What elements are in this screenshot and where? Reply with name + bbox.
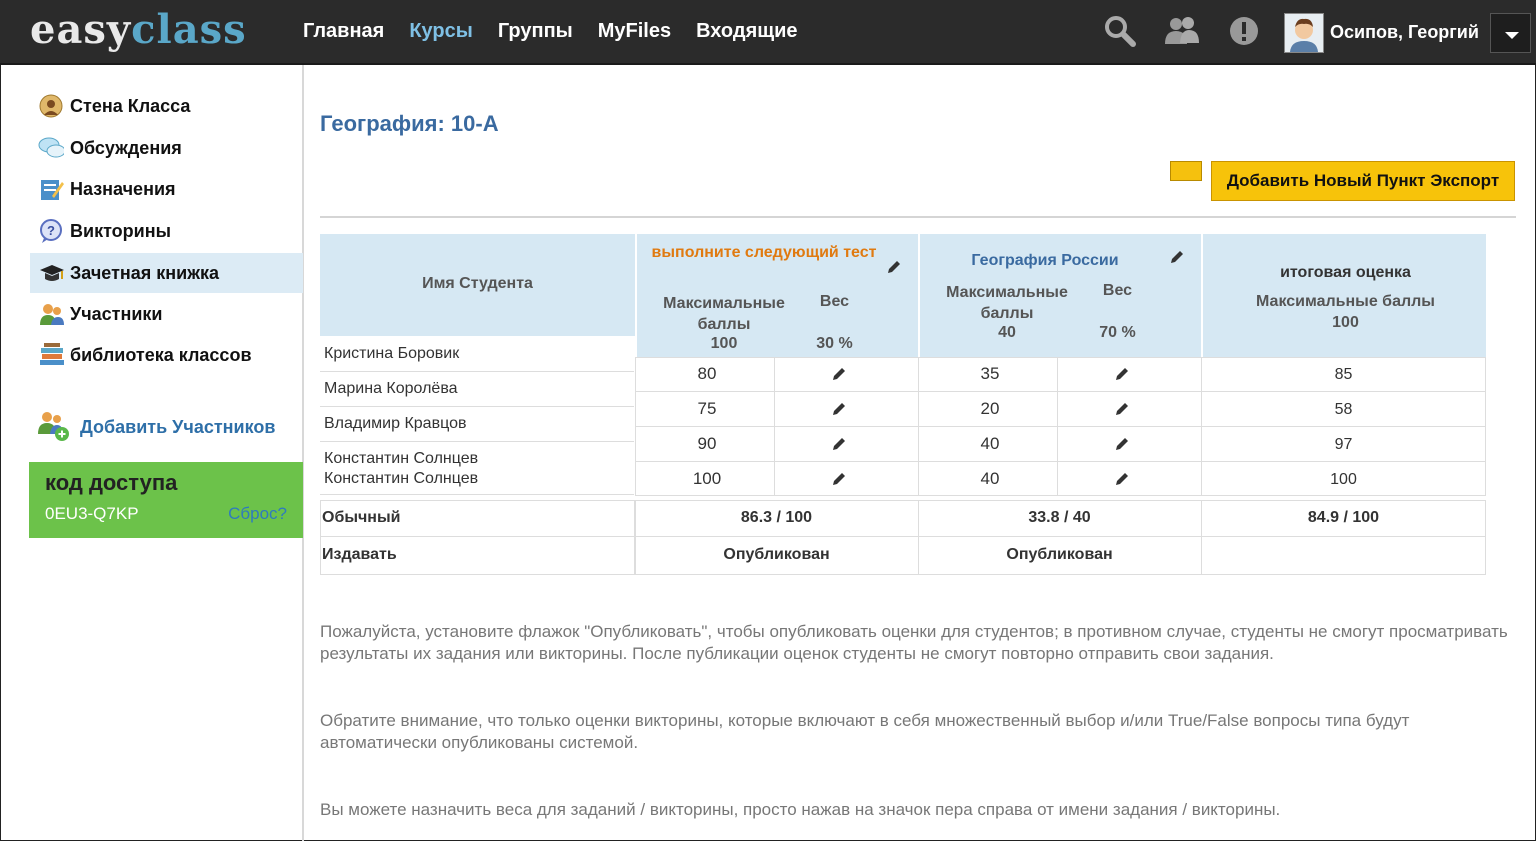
- easyclass-logo[interactable]: [30, 6, 247, 53]
- quiz-icon: [38, 218, 64, 244]
- note-weights: Вы можете назначить веса для заданий / викторины, просто нажав на значок пера справа от имени задания / викторины.: [320, 800, 1281, 819]
- column-max-label: Максимальные баллы: [946, 284, 1068, 322]
- logo-text-class: class: [131, 6, 247, 53]
- column-header-test: [635, 234, 918, 357]
- nav-myfiles[interactable]: MyFiles: [597, 20, 672, 42]
- divider: [320, 216, 1516, 218]
- access-code-reset-link[interactable]: Сброс?: [228, 504, 287, 523]
- final-grade-cell: 58: [1334, 401, 1353, 418]
- nav-inbox[interactable]: Входящие: [696, 20, 798, 42]
- edit-grade-pencil-icon[interactable]: [1114, 366, 1130, 382]
- nav-courses[interactable]: Курсы: [409, 20, 473, 42]
- note-publish: Пожалуйста, установите флажок "Опубликовать", чтобы опубликовать оценки для студентов; в противном случае, студенты не смогут просматривать результаты их задания или викторины. После публикации оценок студенты не смогут повторно отправить свои задания.: [320, 622, 1508, 663]
- sidebar-item-label: Обсуждения: [70, 137, 182, 158]
- export-toggle-button[interactable]: [1170, 161, 1202, 181]
- note-auto-publish: Обратите внимание, что только оценки викторины, которые включают в себя множественный выбор и/или True/False вопросы типа будут автоматически опубликованы системой.: [320, 711, 1410, 752]
- sidebar-item-gradebook[interactable]: [30, 253, 303, 293]
- sidebar-item-label: Стена Класса: [70, 95, 191, 116]
- final-grade-cell: 100: [1330, 471, 1357, 488]
- column-header-final-name: итоговая оценка: [1280, 264, 1411, 281]
- publish-row-label: Издавать: [322, 546, 397, 563]
- student-name[interactable]: Константин Солнцев: [320, 467, 634, 495]
- student-name-header-label: Имя Студента: [422, 275, 533, 292]
- average-value: 84.9 / 100: [1307, 509, 1380, 526]
- column-max-label: Максимальные баллы: [663, 295, 785, 333]
- user-name[interactable]: Осипов, Георгий: [1330, 22, 1479, 42]
- student-name-header: [320, 234, 635, 336]
- logo-text-easy: easy: [30, 6, 132, 53]
- edit-grade-pencil-icon[interactable]: [831, 366, 847, 382]
- column-header-geography-name[interactable]: География России: [971, 252, 1119, 269]
- nav-home[interactable]: Главная: [303, 20, 385, 42]
- grade-grid-row-line: [635, 461, 1486, 462]
- column-header-geography: [918, 234, 1201, 357]
- student-name[interactable]: Владимир Кравцов: [320, 407, 634, 442]
- edit-grade-pencil-icon[interactable]: [1114, 401, 1130, 417]
- edit-weight-pencil-icon[interactable]: [1169, 249, 1185, 265]
- gradebook-icon: [38, 260, 64, 286]
- add-members-label: Добавить Участников: [80, 417, 276, 437]
- column-max-value: 100: [1332, 314, 1359, 331]
- grade-cell[interactable]: 80: [697, 364, 717, 383]
- library-icon: [38, 342, 64, 368]
- discussion-icon: [38, 135, 64, 161]
- members-icon: [38, 301, 64, 327]
- publish-status[interactable]: Опубликован: [723, 546, 830, 563]
- alert-icon[interactable]: [1228, 14, 1262, 48]
- grade-cell[interactable]: 35: [980, 364, 1000, 383]
- column-weight-value: 70 %: [1099, 324, 1136, 341]
- sidebar-item-assignments[interactable]: [30, 169, 303, 209]
- grade-cell[interactable]: 20: [980, 399, 1000, 418]
- search-icon[interactable]: [1102, 14, 1136, 48]
- column-header-test-name[interactable]: выполните следующий тест: [651, 244, 877, 261]
- edit-grade-pencil-icon[interactable]: [831, 401, 847, 417]
- add-new-item-button[interactable]: Добавить Новый Пункт Экспорт: [1211, 161, 1515, 201]
- class-wall-icon: [38, 93, 64, 119]
- page-title: География: 10-А: [320, 111, 499, 136]
- svg-text:?: ?: [47, 223, 55, 238]
- grade-cell[interactable]: 100: [692, 469, 722, 488]
- sidebar-item-class-wall[interactable]: [30, 86, 303, 126]
- access-code-box: [29, 462, 303, 538]
- main-nav: [303, 20, 823, 43]
- sidebar-item-label: Участники: [70, 303, 163, 324]
- grade-cell[interactable]: 40: [980, 469, 1000, 488]
- access-code-value: 0EU3-Q7KP: [45, 504, 139, 523]
- sidebar-item-label: Викторины: [70, 220, 171, 241]
- sidebar-item-discussions[interactable]: [30, 128, 303, 168]
- avatar[interactable]: [1284, 13, 1324, 53]
- add-members-icon: [36, 408, 70, 447]
- grade-cell[interactable]: 90: [697, 434, 717, 453]
- average-value: 33.8 / 40: [1028, 509, 1091, 526]
- student-name[interactable]: Константин Солнцев: [320, 442, 634, 477]
- edit-weight-pencil-icon[interactable]: [886, 259, 902, 275]
- user-menu-dropdown[interactable]: [1490, 13, 1531, 53]
- sidebar-item-label: Зачетная книжка: [70, 262, 219, 283]
- column-header-final: [1201, 234, 1486, 357]
- grade-grid-col-line: [774, 357, 775, 496]
- final-grade-cell: 97: [1334, 436, 1353, 453]
- sidebar-item-members[interactable]: [30, 294, 303, 334]
- column-max-value: 100: [710, 335, 738, 352]
- column-weight-label: Вес: [1102, 282, 1133, 299]
- student-name[interactable]: Кристина Боровик: [320, 337, 634, 372]
- edit-grade-pencil-icon[interactable]: [831, 436, 847, 452]
- grade-grid-col-line: [1057, 357, 1058, 496]
- sidebar-item-label: Назначения: [70, 178, 176, 199]
- publish-status[interactable]: Опубликован: [1006, 546, 1113, 563]
- average-row-label: Обычный: [322, 509, 401, 526]
- edit-grade-pencil-icon[interactable]: [831, 471, 847, 487]
- add-members-link[interactable]: [36, 408, 275, 447]
- assignments-icon: [38, 176, 64, 202]
- sidebar-item-quizzes[interactable]: [30, 211, 303, 251]
- average-value: 86.3 / 100: [740, 509, 813, 526]
- grade-grid-col-line: [918, 357, 919, 496]
- edit-grade-pencil-icon[interactable]: [1114, 471, 1130, 487]
- people-icon[interactable]: [1163, 14, 1197, 48]
- nav-groups[interactable]: Группы: [497, 20, 573, 42]
- final-grade-cell: 85: [1334, 366, 1353, 383]
- sidebar-item-library[interactable]: [30, 335, 303, 375]
- column-weight-label: Вес: [819, 293, 850, 310]
- grade-cell[interactable]: 75: [697, 399, 717, 418]
- edit-grade-pencil-icon[interactable]: [1114, 436, 1130, 452]
- grade-cell[interactable]: 40: [980, 434, 1000, 453]
- top-bar: [0, 0, 1536, 65]
- column-max-value: 40: [998, 324, 1016, 341]
- access-code-title: код доступа: [45, 470, 178, 495]
- student-name[interactable]: Марина Королёва: [320, 372, 634, 407]
- sidebar-item-label: библиотека классов: [70, 344, 252, 365]
- column-weight-value: 30 %: [816, 335, 853, 352]
- column-max-label: Максимальные баллы: [1256, 293, 1435, 310]
